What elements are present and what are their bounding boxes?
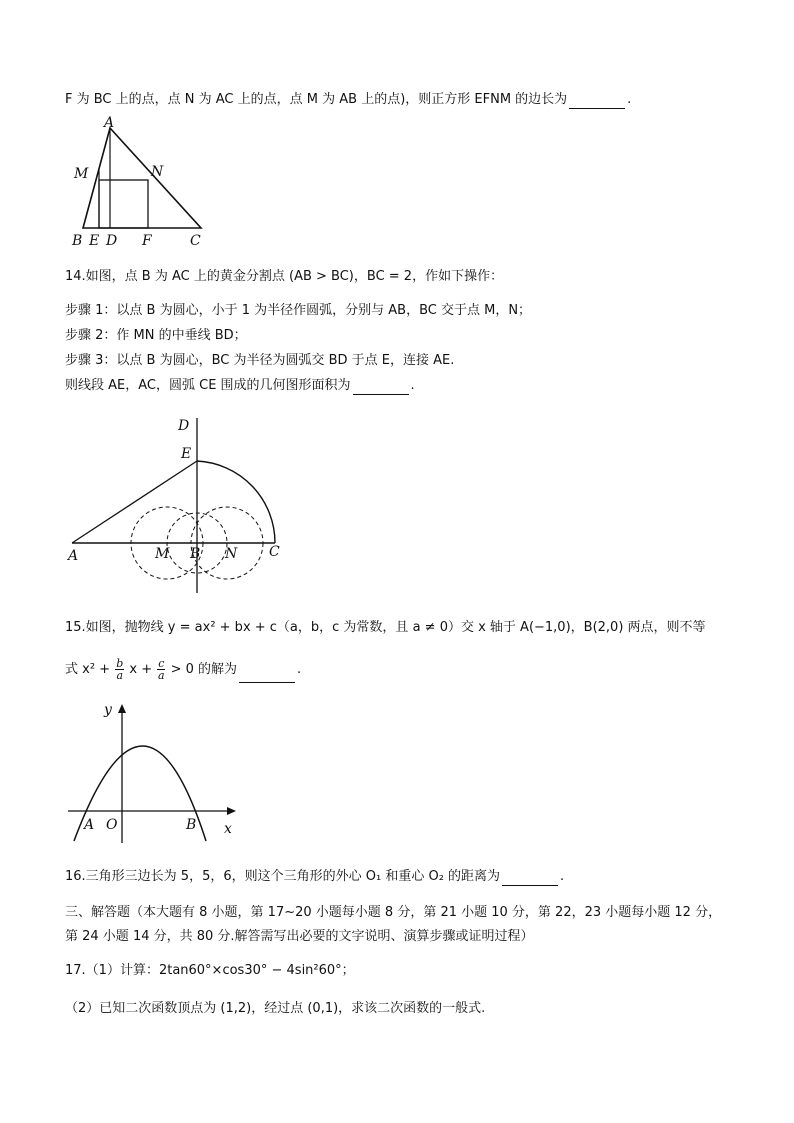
q15-label-a: A <box>84 817 95 833</box>
q13-label-a: A <box>104 115 115 131</box>
q15-figure <box>66 700 241 845</box>
q14-step1: 步骤 1：以点 B 为圆心，小于 1 为半径作圆弧，分别与 AB，BC 交于点 M，N； <box>65 303 532 318</box>
q13-square-efnm <box>99 180 148 228</box>
q14-arc-ce <box>197 461 275 543</box>
q14-segment-ae <box>72 461 197 543</box>
q13-label-f: F <box>142 233 152 249</box>
section3-heading-line1: 三、解答题（本大题有 8 小题，第 17~20 小题每小题 8 分，第 21 小题 10 分，第 22，23 小题每小题 12 分， <box>65 905 722 920</box>
q15-y-arrow-icon <box>118 704 126 713</box>
q15-label-b: B <box>186 817 197 833</box>
q15-line1: 15.如图，抛物线 y = ax² + bx + c（a，b，c 为常数，且 a ≠ 0）交 x 轴于 A(−1,0)，B(2,0) 两点，则不等 <box>65 620 706 635</box>
q13-label-b: B <box>72 233 83 249</box>
q15-fraction-c-over-a: $\frac{c}{a}$ <box>158 657 165 682</box>
q14-label-n: N <box>225 546 238 562</box>
q13-label-c: C <box>190 233 201 249</box>
q17-part2: （2）已知二次函数顶点为 (1,2)，经过点 (0,1)，求该二次函数的一般式. <box>65 1001 486 1016</box>
q14-label-b: B <box>190 546 201 562</box>
q15-label-y: y <box>104 702 112 718</box>
q14-line1: 14.如图，点 B 为 AC 上的黄金分割点 (AB > BC)，BC = 2，作如下操作： <box>65 269 504 284</box>
q13-label-m: M <box>74 166 89 182</box>
q13-figure <box>66 112 216 250</box>
section3-heading-line2: 第 24 小题 14 分，共 80 分.解答需写出必要的文字说明、演算步骤或证明过程） <box>65 929 534 944</box>
q13-label-e: E <box>89 233 100 249</box>
q14-step2: 步骤 2：作 MN 的中垂线 BD； <box>65 328 247 343</box>
q14-question: 则线段 AE，AC，圆弧 CE 围成的几何图形面积为 <box>65 378 351 393</box>
q13-triangle-abc <box>83 128 201 228</box>
q14-label-d: D <box>178 418 190 434</box>
q13-label-d: D <box>106 233 118 249</box>
q15-label-o: O <box>106 817 118 833</box>
q16-question: 16.三角形三边长为 5，5，6，则这个三角形的外心 O₁ 和重心 O₂ 的距离为 <box>65 869 501 884</box>
q13-text: F 为 BC 上的点，点 N 为 AC 上的点，点 M 为 AB 上的点)，则正方形 EFNM 的边长为 . <box>65 92 632 107</box>
q14-step3: 步骤 3：以点 B 为圆心，BC 为半径为圆弧交 BD 于点 E，连接 AE. <box>65 353 455 368</box>
q15-x-arrow-icon <box>227 807 236 815</box>
q13-statement: F 为 BC 上的点，点 N 为 AC 上的点，点 M 为 AB 上的点)，则正方形 EFNM 的边长为 <box>65 92 568 107</box>
q14-label-c: C <box>269 544 280 560</box>
q17-part1: 17.（1）计算：2tan60°×cos30° − 4sin²60°； <box>65 963 355 978</box>
q14-label-m: M <box>155 546 170 562</box>
q15-fraction-b-over-a: $\frac{b}{a}$ <box>116 657 124 682</box>
q14-label-a: A <box>68 548 79 564</box>
q14-answer-blank[interactable] <box>353 380 409 395</box>
q15-label-x: x <box>224 821 232 837</box>
q14-line5: 则线段 AE，AC，圆弧 CE 围成的几何图形面积为 . <box>65 378 415 393</box>
q16-text: 16.三角形三边长为 5，5，6，则这个三角形的外心 O₁ 和重心 O₂ 的距离为 . <box>65 869 565 884</box>
q14-figure <box>62 412 292 597</box>
q13-label-n: N <box>151 164 164 180</box>
q14-label-e: E <box>181 446 192 462</box>
q15-answer-blank[interactable] <box>239 668 295 683</box>
q15-line2: 式 x² + $\frac{b}{a}$ x + $\frac{c}{a}$ > 0 的解为 . <box>65 657 302 682</box>
q13-answer-blank[interactable] <box>569 94 625 109</box>
q16-answer-blank[interactable] <box>502 871 558 886</box>
